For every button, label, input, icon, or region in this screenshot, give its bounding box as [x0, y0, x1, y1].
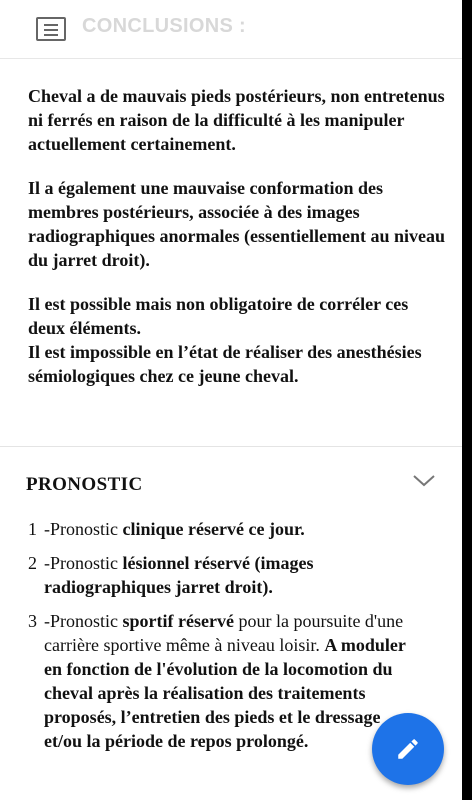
chevron-down-icon[interactable] [412, 474, 436, 488]
item-number: 3 [28, 611, 37, 631]
pronostic-title[interactable]: PRONOSTIC [26, 474, 143, 495]
conclusion-paragraph-3a: Il est possible mais non obligatoire de corréler ces deux éléments. [28, 294, 409, 338]
list-item [28, 551, 418, 599]
item-bold-text: clinique réservé ce jour. [122, 519, 305, 539]
menu-icon[interactable] [36, 17, 66, 41]
pencil-icon [395, 736, 421, 762]
conclusion-paragraph-3b: Il est impossible en l’état de réaliser des anesthésies sémiologiques chez ce jeune cheval. [28, 342, 422, 386]
item-number: 1 [28, 519, 37, 539]
item-bold-text: sportif réservé [122, 611, 234, 631]
item-lead: -Pronostic [44, 611, 123, 631]
edit-button[interactable] [372, 713, 444, 785]
top-bar [0, 0, 462, 59]
conclusions-section [28, 84, 448, 408]
item-number: 2 [28, 553, 37, 573]
conclusion-paragraph-1: Cheval a de mauvais pieds postérieurs, non entretenus ni ferrés en raison de la difficulté à les manipuler actuellement certainement. [28, 86, 445, 154]
item-rest-text: pour la poursuite d'une carrière sportive même à niveau loisir. [44, 611, 404, 655]
pronostic-list [28, 517, 418, 763]
section-divider [0, 446, 462, 447]
conclusion-paragraph-2: Il a également une mauvaise conformation des membres postérieurs, associée à des images radiographiques anormales (essentiellement au niveau du jarret droit). [28, 178, 445, 270]
conclusion-paragraph-3 [28, 292, 448, 388]
item-lead: -Pronostic [44, 553, 123, 573]
page-title: CONCLUSIONS : [82, 15, 246, 37]
list-item [28, 609, 418, 753]
item-lead: -Pronostic [44, 519, 123, 539]
item-bold-text-2: A moduler en fonction de l'évolution de la locomotion du cheval après la réalisation des traitements proposés, l’entretien des pieds et le dressage et/ou la période de repos prolongé. [44, 635, 406, 751]
list-item [28, 517, 418, 541]
item-bold-text: lésionnel réservé (images radiographiques jarret droit). [44, 553, 314, 597]
